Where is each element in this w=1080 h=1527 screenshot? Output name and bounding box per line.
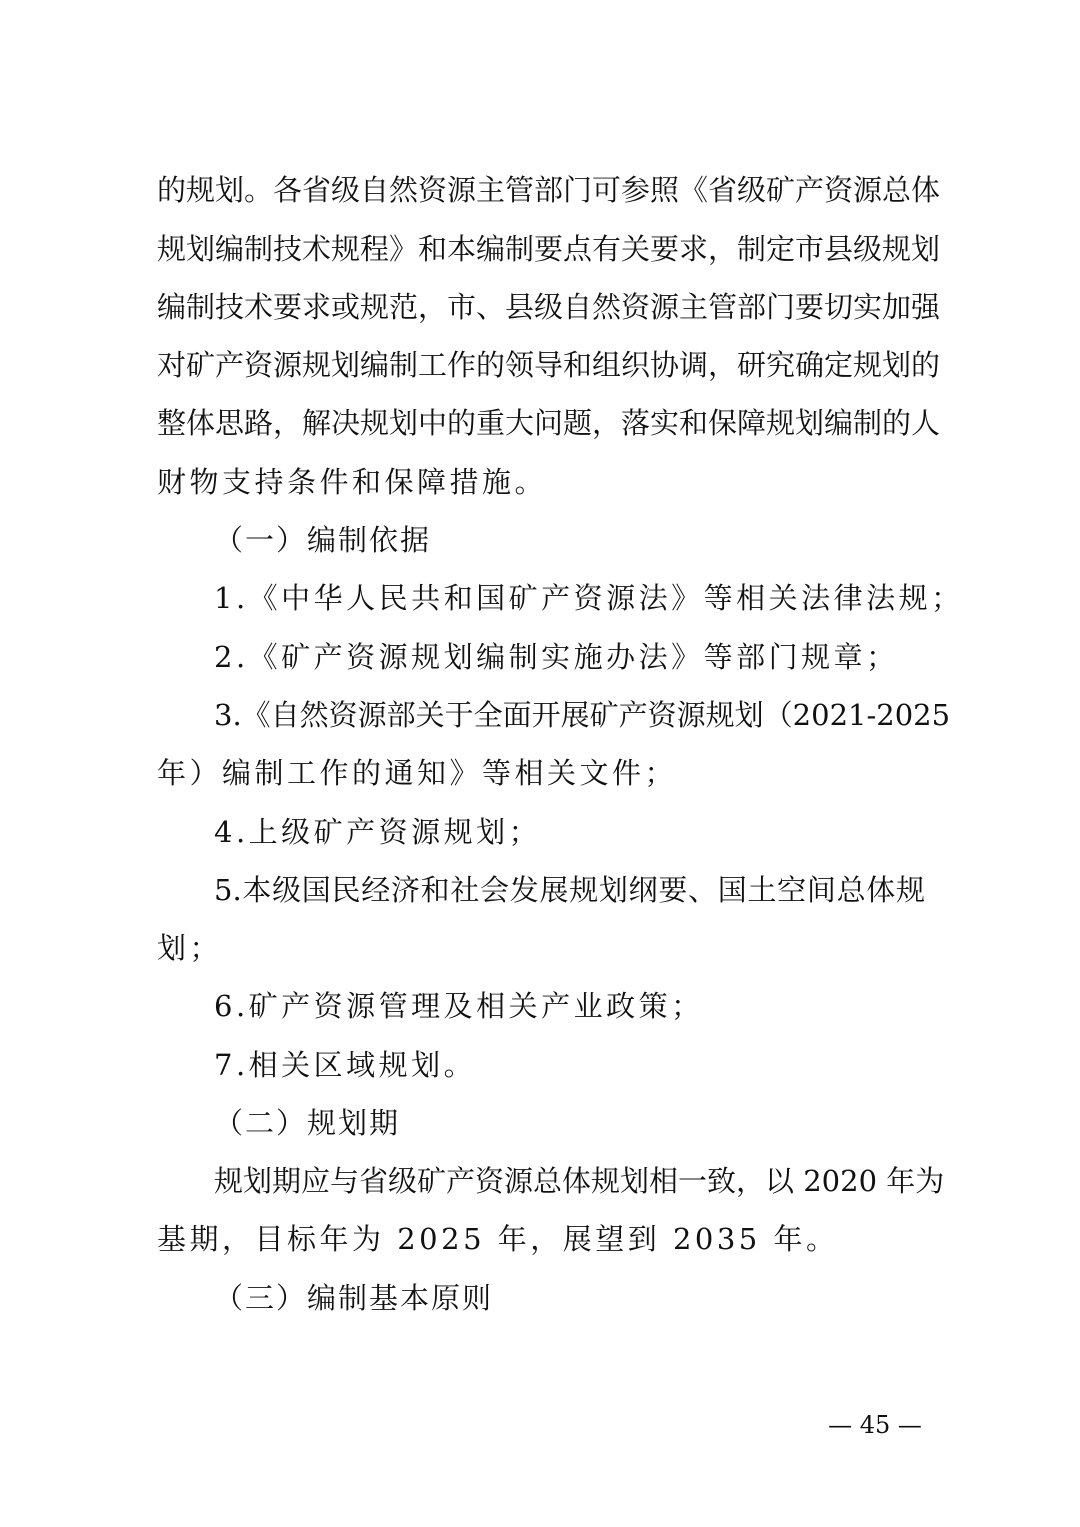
section-heading: （三）编制基本原则 [214,1281,494,1315]
list-item: 7.相关区域规划。 [214,1048,477,1082]
list-item-continuation: 划； [157,931,223,965]
list-item: 6.矿产资源管理及相关产业政策； [214,989,704,1023]
paragraph-line: 财物支持条件和保障措施。 [157,465,548,499]
list-item: 5.本级国民经济和社会发展规划纲要、国土空间总体规 [214,873,925,907]
list-item: 1.《中华人民共和国矿产资源法》等相关法律法规； [214,581,964,615]
paragraph-line: 规划期应与省级矿产资源总体规划相一致，以 2020 年为 [214,1164,945,1198]
paragraph-line: 整体思路，解决规划中的重大问题，落实和保障规划编制的人 [157,406,941,440]
list-item-continuation: 年）编制工作的通知》等相关文件； [157,756,678,790]
page-number: — 45 — [828,1411,922,1439]
paragraph-line: 编制技术要求或规范，市、县级自然资源主管部门要切实加强 [157,290,941,324]
paragraph-line: 的规划。各省级自然资源主管部门可参照《省级矿产资源总体 [157,173,941,207]
paragraph-line: 基期，目标年为 2025 年，展望到 2035 年。 [157,1222,839,1256]
paragraph-line: 规划编制技术规程》和本编制要点有关要求，制定市县级规划 [157,232,941,266]
list-item: 4.上级矿产资源规划； [214,815,542,849]
paragraph-line: 对矿产资源规划编制工作的领导和组织协调，研究确定规划的 [157,348,941,382]
list-item: 2.《矿产资源规划编制实施办法》等部门规章； [214,640,899,674]
list-item: 3.《自然资源部关于全面开展矿产资源规划（2021-2025 [214,698,951,732]
section-heading: （一）编制依据 [214,523,432,557]
section-heading: （二）规划期 [214,1106,401,1140]
